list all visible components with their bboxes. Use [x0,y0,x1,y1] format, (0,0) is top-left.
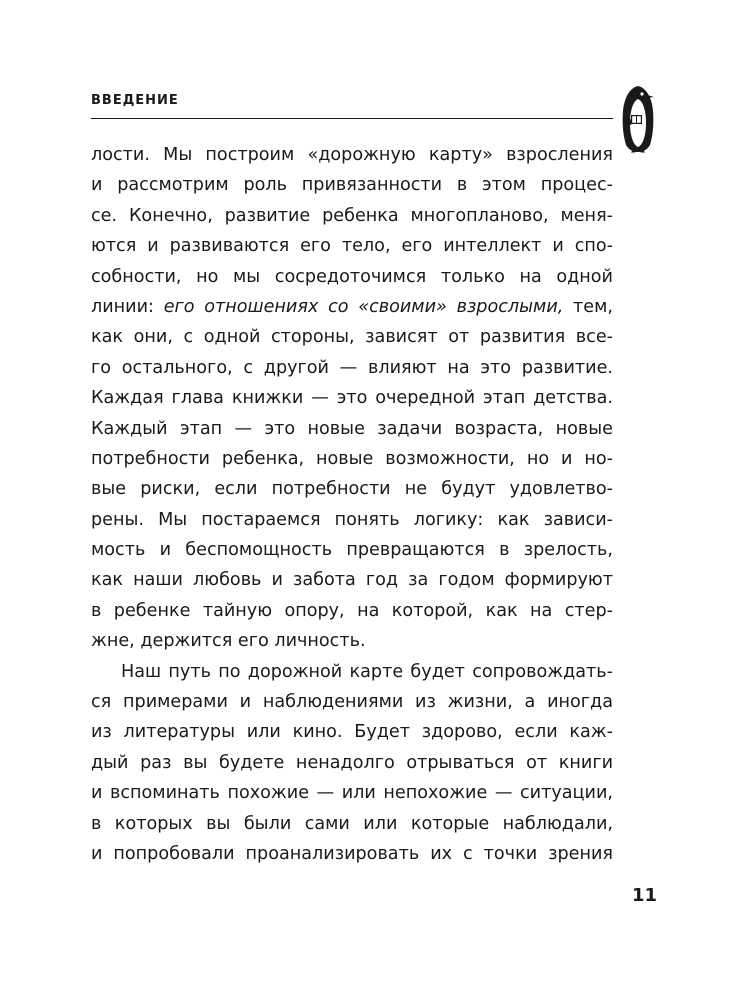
text-line: дый раз вы будете ненадолго отрываться от книги [91,752,613,773]
text-line: как они, с одной стороны, зависят от развития все- [91,327,613,348]
text-line: Наш путь по дорожной карте будет сопровождать- [121,661,613,682]
header-divider [91,118,613,119]
text-line-mixed [91,292,613,322]
text-line: Каждый этап — это новые задачи возраста, новые [91,418,613,439]
text-line: в ребенке тайную опору, на которой, как на стер- [91,600,613,621]
penguin-reading-logo-icon [621,85,655,153]
text-line: се. Конечно, развитие ребенка многопланово, меня- [91,205,613,226]
text-line: Каждая глава книжки — это очередной этап детства. [91,388,613,409]
text-line: мость и беспомощность превращаются в зрелость, [91,540,613,561]
text-line-prefix: линии: [91,296,164,317]
page-number: 11 [632,885,658,906]
text-line: как наши любовь и забота год за годом формируют [91,570,613,591]
text-line: ся примерами и наблюдениями из жизни, а иногда [91,692,613,713]
text-line: ются и развиваются его тело, его интеллект и спо- [91,236,613,257]
section-title: ВВЕДЕНИЕ [91,93,179,108]
text-line: и попробовали проанализировать их с точки зрения [91,843,613,864]
text-line: из литературы или кино. Будет здорово, если каж- [91,722,613,743]
text-line-suffix: тем, [563,296,613,317]
text-line: и вспоминать похожие — или непохожие — ситуации, [91,783,613,804]
text-line: жне, держится его личность. [91,631,366,652]
text-line: рены. Мы постараемся понять логику: как зависи- [91,509,613,530]
text-line: потребности ребенка, новые возможности, но и но- [91,448,613,469]
text-line: лости. Мы построим «дорожную карту» взросления [91,145,613,165]
body-text [91,140,613,869]
italic-phrase: его отношениях со «своими» взрослыми, [163,296,564,317]
text-line: собности, но мы сосредоточимся только на одной [91,266,613,287]
text-line: в которых вы были сами или которые наблюдали, [91,813,613,834]
text-line: го остального, с другой — влияют на это развитие. [91,357,613,378]
text-line: вые риски, если потребности не будут удовлетво- [91,479,613,500]
text-line: и рассмотрим роль привязанности в этом процес- [91,175,613,196]
